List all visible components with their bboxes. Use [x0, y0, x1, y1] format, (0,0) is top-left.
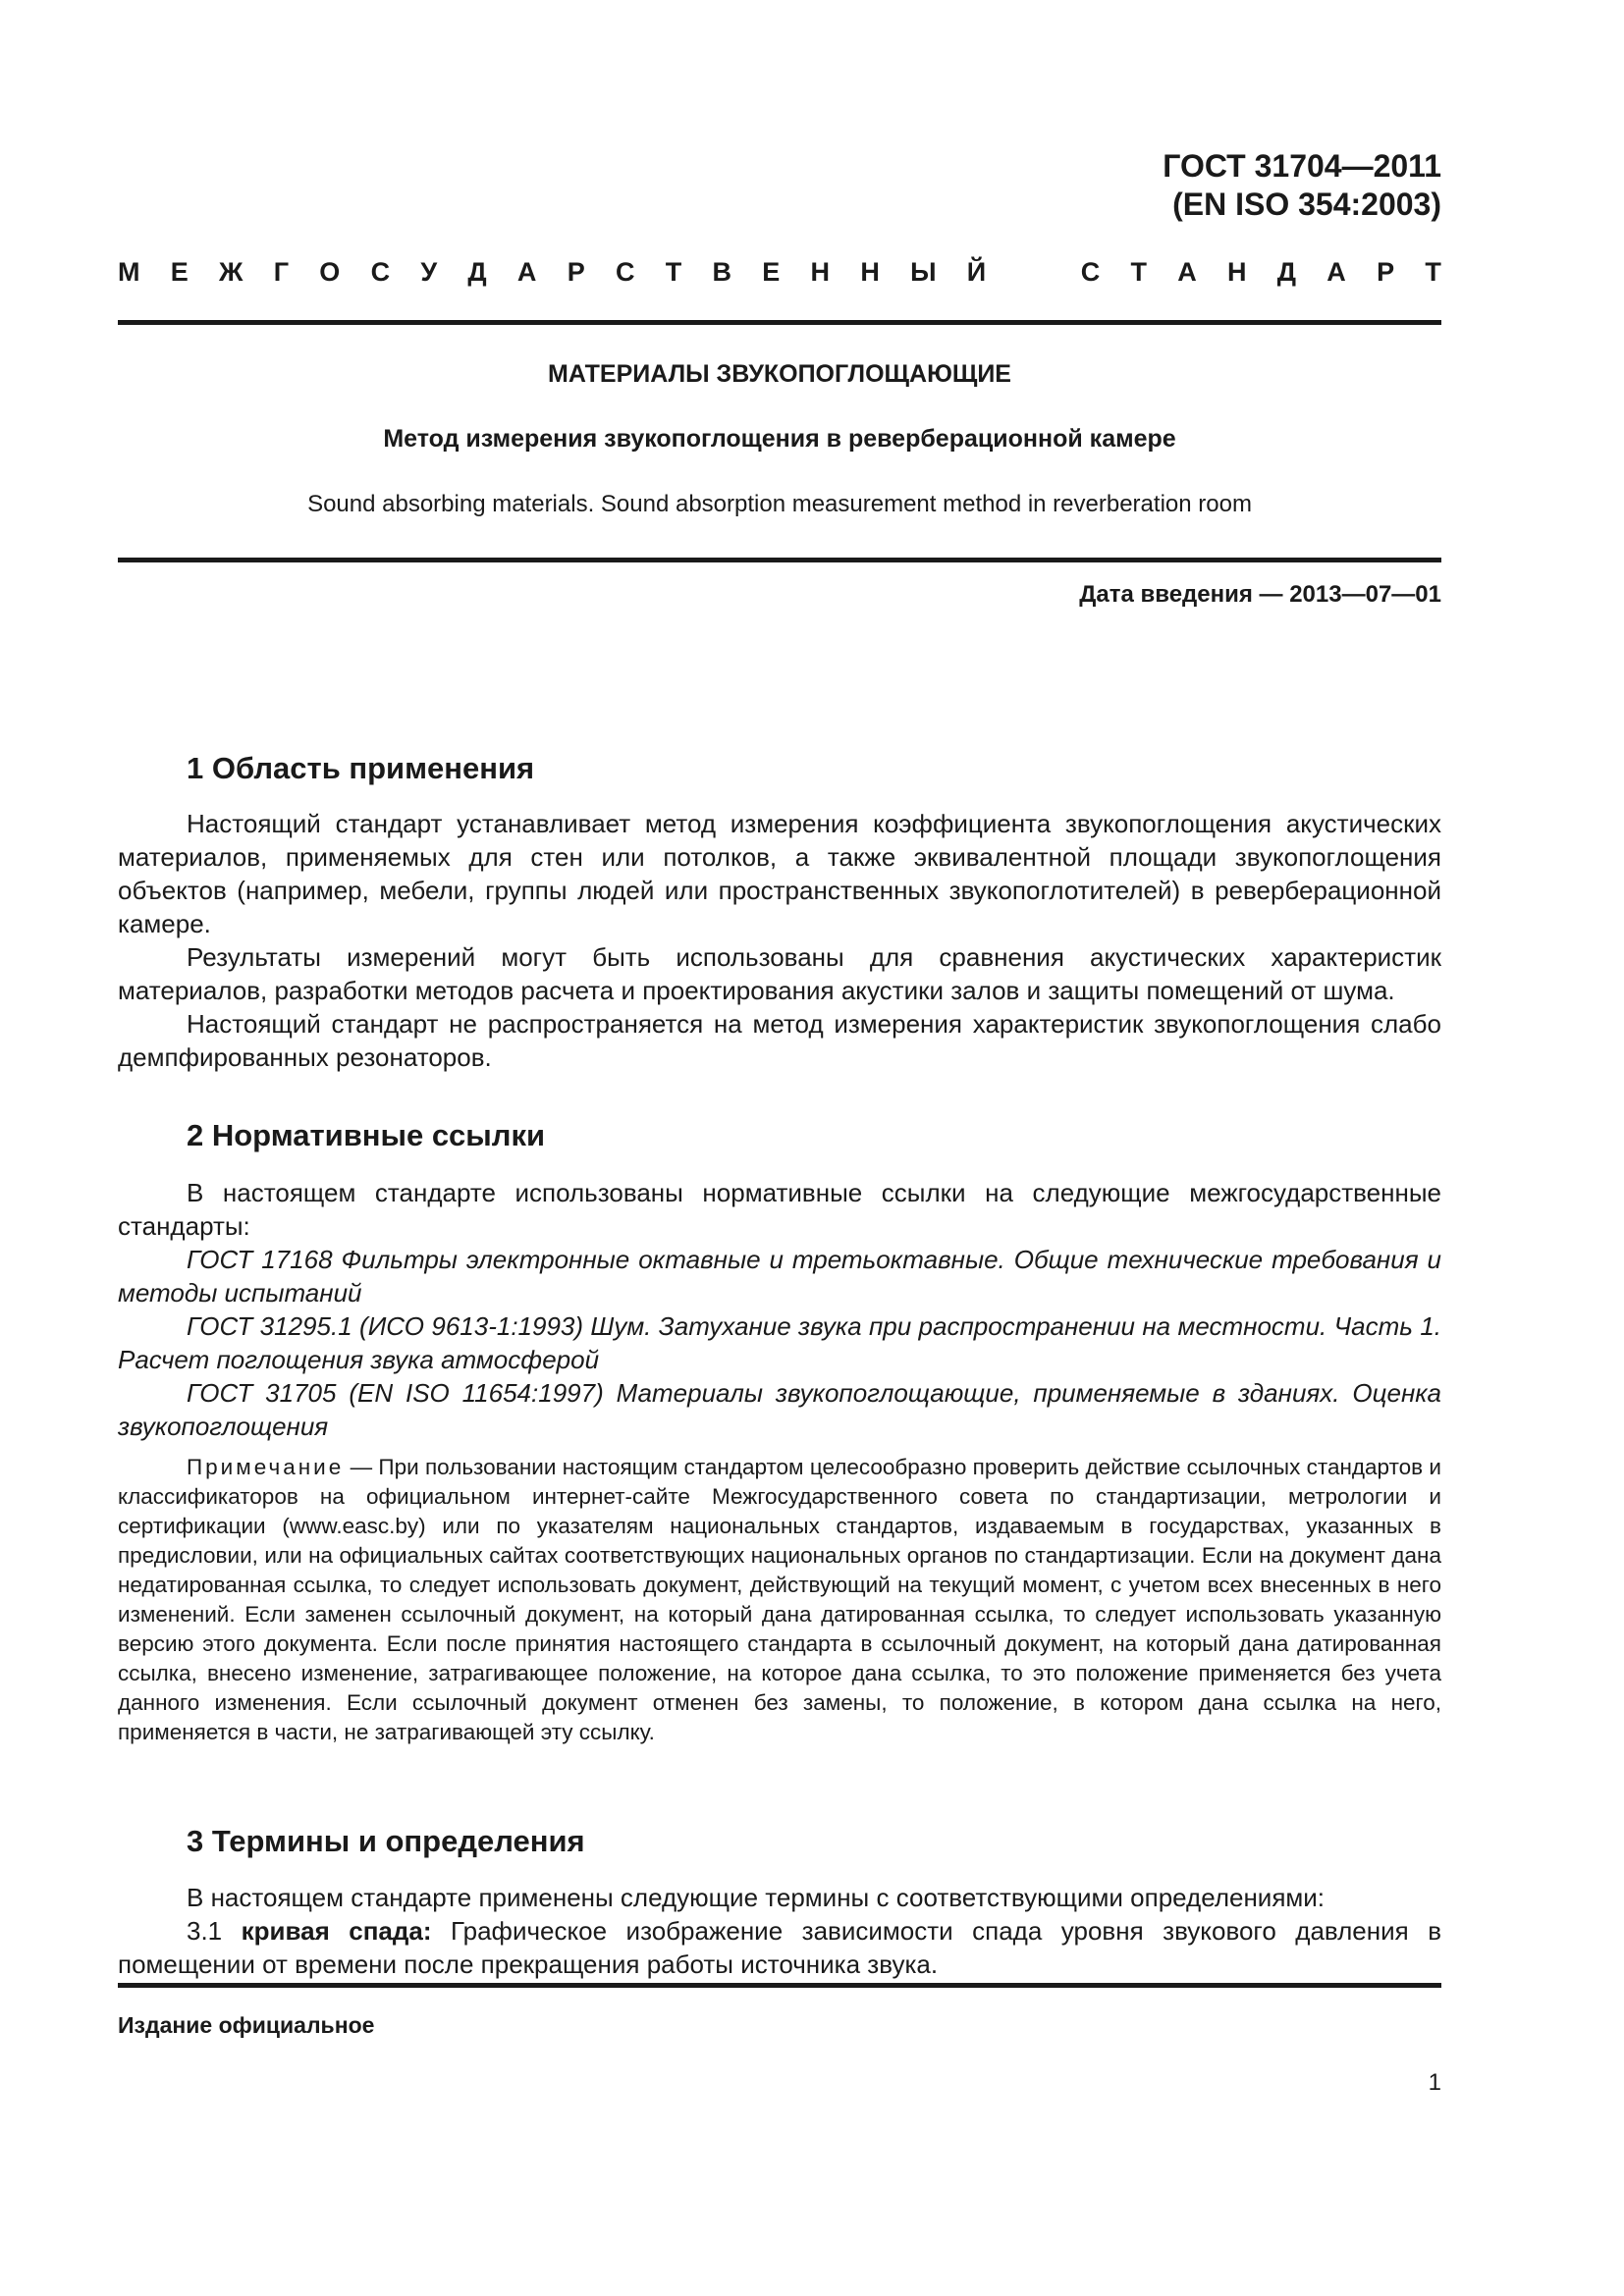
banner-letter: Т — [1130, 257, 1147, 287]
paragraph: Результаты измерений могут быть использованы для сравнения акустических характеристик материалов, разработки методов расчета и проектирования акустики залов и защиты помещений от шума. — [118, 942, 1441, 1005]
banner-letter: У — [420, 257, 438, 287]
definition — [118, 1914, 1441, 1981]
document-title: МАТЕРИАЛЫ ЗВУКОПОГЛОЩАЮЩИЕ — [548, 360, 1011, 388]
banner-letter: Р — [1377, 257, 1395, 287]
banner-letter: Й — [966, 257, 987, 287]
banner-letter: Д — [467, 257, 487, 287]
iso-number: (EN ISO 354:2003) — [1172, 187, 1441, 222]
banner-letter: Н — [860, 257, 880, 287]
definition-number: 3.1 — [187, 1916, 242, 1946]
banner-letter: М — [118, 257, 140, 287]
banner-letter: Е — [170, 257, 189, 287]
document-designation — [1163, 147, 1441, 224]
document-subtitle: Метод измерения звукопоглощения в реверберационной камере — [383, 425, 1176, 453]
banner-letter: Н — [810, 257, 831, 287]
banner-letter: С — [1080, 257, 1101, 287]
gost-number: ГОСТ 31704—2011 — [1163, 148, 1441, 184]
banner-letter: А — [1326, 257, 1346, 287]
note-text: — При пользовании настоящим стандартом целесообразно проверить действие ссылочных стандартов и классификаторов на официальном интернет-сайте Межгосударственного совета по стандартизации, метрологии и сертификации (www.easc.by) или по указателям национальных стандартов, издаваемым в государствах, указанных в предисловии, или на официальных сайтах соответствующих национальных органов по стандартизации. Если на документ дана недатированная ссылка, то следует использовать документ, действующий на текущий момент, с учетом всех внесенных в него изменений. Если заменен ссылочный документ, на который дана датированная ссылка, то следует использовать указанную версию этого документа. Если после принятия настоящего стандарта в ссылочный документ, на который дана датированная ссылка, внесено изменение, затрагивающее положение, на которое дана ссылка, то это положение применяется без учета данного изменения. Если ссылочный документ отменен без замены, то положение, в котором дана ссылка на него, применяется в части, не затрагивающей эту ссылку. — [118, 1455, 1441, 1744]
section-2-body — [118, 1176, 1441, 1443]
note-block — [118, 1453, 1441, 1747]
banner-letter: Т — [665, 257, 682, 287]
banner-letter: Р — [567, 257, 585, 287]
banner-letter: Ж — [219, 257, 244, 287]
definition-text: Графическое изображение зависимости спада уровня звукового давления в помещении от времени после прекращения работы источника звука. — [118, 1916, 1442, 1979]
footer-divider — [118, 1983, 1441, 1988]
banner-letter: А — [1177, 257, 1197, 287]
reference-item: ГОСТ 31705 (EN ISO 11654:1997) Материалы звукопоглощающие, применяемые в зданиях. Оценка звукопоглощения — [118, 1378, 1441, 1441]
section-3-heading: 3 Термины и определения — [187, 1824, 585, 1858]
interstate-standard-banner — [118, 257, 1441, 288]
banner-letter: Т — [1425, 257, 1441, 287]
section-2-heading: 2 Нормативные ссылки — [187, 1118, 546, 1152]
reference-item: ГОСТ 31295.1 (ИСО 9613-1:1993) Шум. Затухание звука при распространении на местности. Часть 1. Расчет поглощения звука атмосферой — [118, 1311, 1441, 1374]
banner-letter: С — [370, 257, 391, 287]
section-1-heading: 1 Область применения — [187, 751, 535, 785]
banner-letter: Г — [273, 257, 290, 287]
banner-letter: В — [712, 257, 731, 287]
banner-letter: Ы — [910, 257, 937, 287]
paragraph: Настоящий стандарт не распространяется на метод измерения характеристик звукопоглощения слабо демпфированных резонаторов. — [118, 1009, 1441, 1072]
note-label: Примечание — [187, 1455, 345, 1479]
banner-letter: О — [319, 257, 341, 287]
paragraph: Настоящий стандарт устанавливает метод измерения коэффициента звукопоглощения акустических материалов, применяемых для стен или потолков, а также эквивалентной площади звукопоглощения объектов (например, мебели, группы людей или пространственных звукопоглотителей) в реверберационной камере. — [118, 809, 1441, 938]
banner-letter: Н — [1227, 257, 1247, 287]
english-title: Sound absorbing materials. Sound absorption measurement method in reverberation room — [307, 491, 1252, 517]
official-edition-label: Издание официальное — [118, 2012, 375, 2038]
definition-term: кривая спада: — [241, 1916, 432, 1946]
banner-word-gap — [1016, 257, 1050, 288]
paragraph: В настоящем стандарте использованы нормативные ссылки на следующие межгосударственные стандарты: — [118, 1178, 1441, 1241]
banner-letter: С — [615, 257, 635, 287]
banner-letter: Е — [762, 257, 781, 287]
top-divider — [118, 320, 1441, 325]
banner-letter: Д — [1276, 257, 1297, 287]
page-number: 1 — [1428, 2069, 1441, 2096]
reference-item: ГОСТ 17168 Фильтры электронные октавные и третьоктавные. Общие технические требования и методы испытаний — [118, 1245, 1441, 1308]
banner-letter: А — [516, 257, 537, 287]
paragraph: В настоящем стандарте применены следующие термины с соответствующими определениями: — [187, 1883, 1326, 1912]
section-3-body — [118, 1881, 1441, 1981]
introduction-date: Дата введения — 2013—07—01 — [1079, 581, 1441, 608]
title-divider — [118, 558, 1441, 562]
section-1-body — [118, 807, 1441, 1074]
